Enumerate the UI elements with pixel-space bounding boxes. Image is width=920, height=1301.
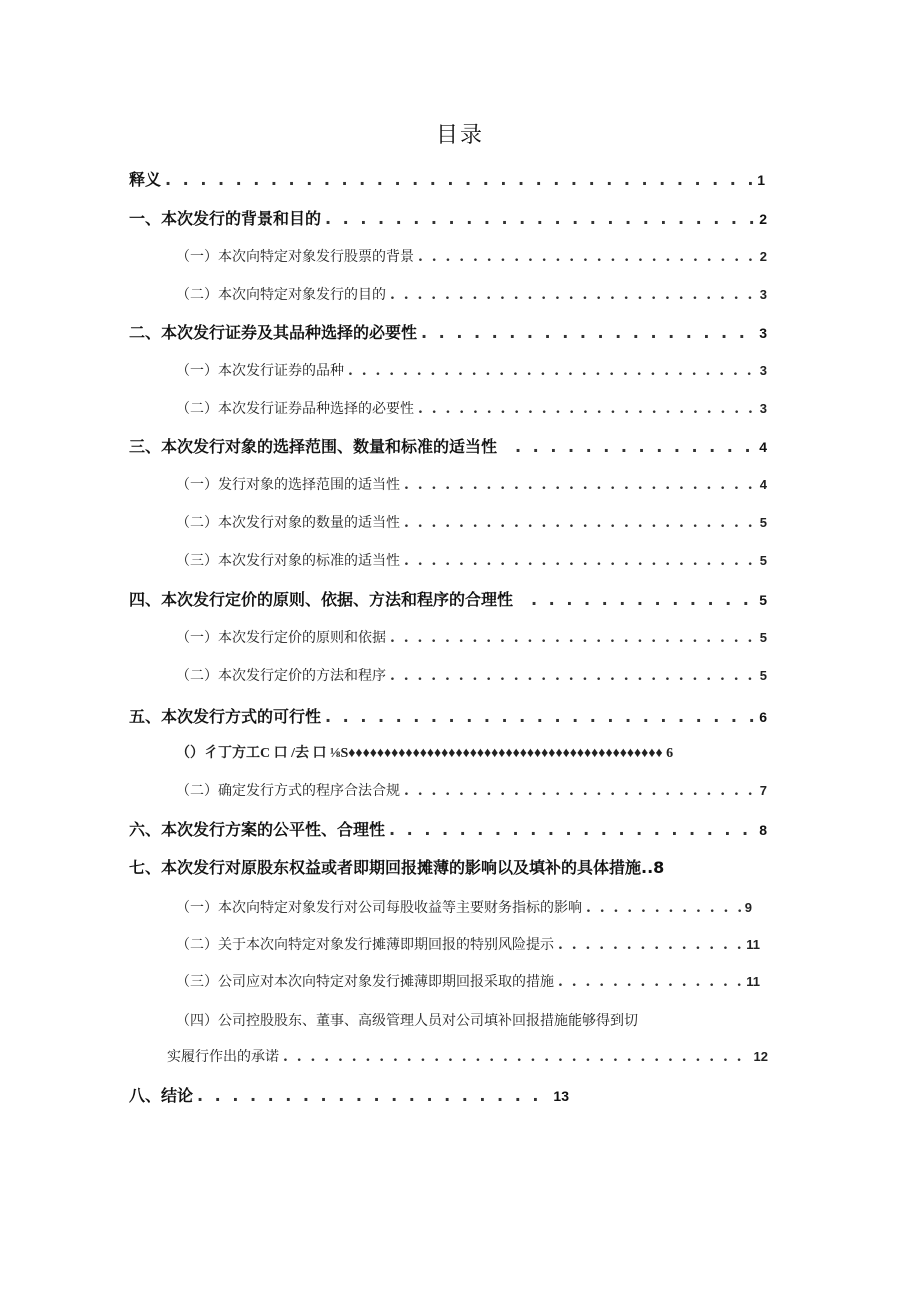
toc-leader-dots [390, 283, 756, 307]
toc-leader-dots [404, 511, 756, 535]
toc-entry-label: （二）本次向特定对象发行的目的 [176, 287, 386, 303]
toc-leader-dots [197, 1084, 549, 1108]
toc-title: 目录 [435, 123, 484, 148]
toc-page-number: 5 [759, 592, 767, 608]
toc-page-number: 13 [553, 1088, 569, 1104]
toc-entry-section-7-2[interactable] [176, 933, 760, 957]
toc-page-number: 3 [759, 363, 767, 378]
toc-entry-label: （二）本次发行对象的数量的适当性 [176, 515, 400, 531]
toc-page-number: 11 [746, 974, 760, 989]
toc-entry-label: （三）公司应对本次向特定对象发行摊薄即期回报采取的措施 [176, 974, 554, 990]
toc-entry-label: （三）本次发行对象的标准的适当性 [176, 553, 400, 569]
toc-entry-label: （）彳丁方工C 口 /去 口 ⅛S♦♦♦♦♦♦♦♦♦♦♦♦♦♦♦♦♦♦♦♦♦♦♦♦♦♦♦♦♦♦♦♦♦♦♦♦♦♦♦♦♦♦♦♦ 6 [176, 746, 674, 761]
toc-entry-label: 四、本次发行定价的原则、依据、方法和程序的合理性 [129, 590, 514, 609]
toc-leader-dots [404, 779, 756, 803]
toc-entry-section-5-1[interactable] [176, 742, 673, 766]
toc-page-number: 7 [759, 783, 767, 798]
toc-leader-dots [283, 1045, 750, 1069]
toc-leader-dots [586, 896, 741, 920]
toc-leader-dots [325, 705, 755, 729]
toc-entry-label: 实履行作出的承诺 [167, 1049, 279, 1065]
toc-page-number: 5 [759, 630, 767, 645]
toc-entry-section-1[interactable] [129, 207, 767, 231]
toc-entry-section-7-4-cont[interactable] [167, 1045, 768, 1069]
toc-leader-dots [390, 626, 756, 650]
toc-entry-label: 七、本次发行对原股东权益或者即期回报摊薄的影响以及填补的具体措施..8 [129, 858, 665, 877]
toc-page-number: 3 [759, 325, 767, 341]
toc-entry-label: （一）发行对象的选择范围的适当性 [176, 477, 400, 493]
toc-page-number: 3 [759, 401, 767, 416]
toc-entry-label: （四）公司控股股东、董事、高级管理人员对公司填补回报措施能够得到切 [176, 1013, 638, 1029]
toc-page-number: 5 [759, 553, 767, 568]
toc-page-number: 2 [759, 211, 767, 227]
toc-entry-section-3-2[interactable] [176, 511, 767, 535]
toc-entry-section-4[interactable] [129, 588, 767, 612]
toc-entry-label: 释义 [129, 170, 162, 189]
toc-leader-dots [421, 321, 755, 345]
toc-entry-section-4-1[interactable] [176, 626, 767, 650]
toc-entry-section-3-3[interactable] [176, 549, 767, 573]
toc-entry-section-4-2[interactable] [176, 664, 767, 688]
toc-entry-label: 一、本次发行的背景和目的 [129, 209, 322, 228]
toc-leader-dots [515, 435, 755, 459]
toc-leader-dots [389, 818, 755, 842]
toc-entry-section-6[interactable] [129, 818, 767, 842]
toc-entry-label: （一）本次向特定对象发行股票的背景 [176, 249, 414, 265]
toc-leader-dots [418, 245, 756, 269]
toc-entry-section-8[interactable] [129, 1084, 569, 1108]
toc-entry-label: 二、本次发行证券及其品种选择的必要性 [129, 323, 418, 342]
toc-entry-section-7-1[interactable] [176, 896, 752, 920]
toc-entry-label: （二）确定发行方式的程序合法合规 [176, 783, 400, 799]
toc-leader-dots [404, 473, 756, 497]
toc-entry-label: 八、结论 [129, 1086, 194, 1105]
toc-entry-label: 五、本次发行方式的可行性 [129, 707, 322, 726]
toc-entry-section-7-4[interactable] [176, 1009, 638, 1033]
toc-page-number: 3 [759, 287, 767, 302]
toc-leader-dots [348, 359, 756, 383]
toc-leader-dots [558, 970, 742, 994]
toc-entry-section-1-1[interactable] [176, 245, 767, 269]
toc-entry-label: （一）本次发行证券的品种 [176, 363, 344, 379]
toc-page-number: 5 [759, 515, 767, 530]
toc-entry-label: （一）本次发行定价的原则和依据 [176, 630, 386, 646]
toc-entry-section-5-2[interactable] [176, 779, 767, 803]
toc-entry-section-1-2[interactable] [176, 283, 767, 307]
toc-page-number: 9 [744, 900, 752, 915]
toc-leader-dots [404, 549, 756, 573]
toc-page-number: 12 [753, 1049, 768, 1064]
toc-entry-label: （二）本次发行定价的方法和程序 [176, 668, 386, 684]
toc-entry-section-3[interactable] [129, 435, 767, 459]
toc-leader-dots [325, 207, 755, 231]
toc-leader-dots [531, 588, 755, 612]
toc-leader-dots [558, 933, 742, 957]
toc-entry-section-2-2[interactable] [176, 397, 767, 421]
toc-entry-section-7-3[interactable] [176, 970, 760, 994]
toc-entry-section-2[interactable] [129, 321, 767, 345]
toc-page-number: 4 [759, 439, 767, 455]
toc-page-number: 4 [759, 477, 767, 492]
toc-entry-section-7[interactable] [129, 856, 664, 880]
toc-entry-glossary[interactable] [129, 168, 765, 192]
toc-page-number: 11 [746, 937, 760, 952]
toc-leader-dots [390, 664, 756, 688]
toc-entry-section-2-1[interactable] [176, 359, 767, 383]
toc-page-number: 1 [757, 172, 765, 188]
toc-page-number: 5 [759, 668, 767, 683]
toc-entry-label: （二）本次发行证券品种选择的必要性 [176, 401, 414, 417]
toc-entry-section-3-1[interactable] [176, 473, 767, 497]
toc-page-number: 6 [759, 709, 767, 725]
toc-leader-dots [165, 168, 753, 192]
toc-entry-label: （二）关于本次向特定对象发行摊薄即期回报的特别风险提示 [176, 937, 554, 953]
toc-entry-section-5[interactable] [129, 705, 767, 729]
toc-leader-dots [418, 397, 756, 421]
toc-entry-label: 三、本次发行对象的选择范围、数量和标准的适当性 [129, 437, 498, 456]
toc-entry-label: （一）本次向特定对象发行对公司每股收益等主要财务指标的影响 [176, 900, 582, 916]
toc-entry-label: 六、本次发行方案的公平性、合理性 [129, 820, 386, 839]
toc-page-number: 8 [759, 822, 767, 838]
toc-page-number: 2 [759, 249, 767, 264]
